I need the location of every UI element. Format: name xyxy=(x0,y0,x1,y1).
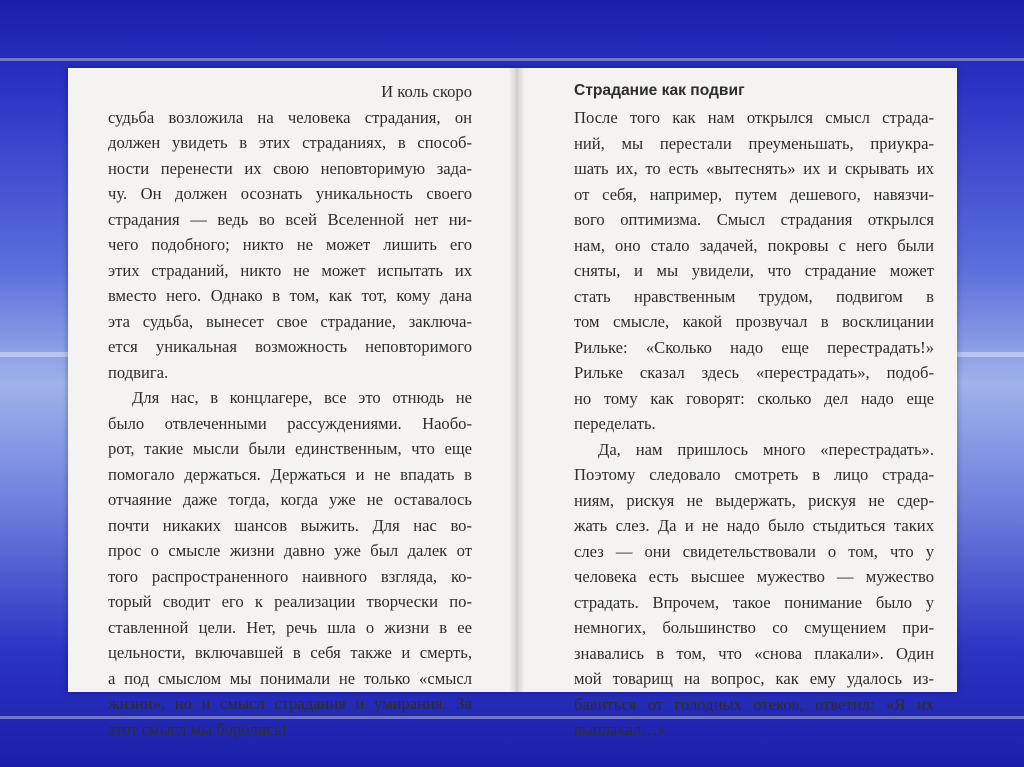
text-line: этот смысл мы боролись! xyxy=(108,719,287,739)
text-line: сняты, и мы увидели, что страдание может xyxy=(574,261,934,280)
text-line: а под смыслом мы понимали не только «смысл xyxy=(108,668,472,688)
text-line: вместо него. Однако в том, как тот, кому дана xyxy=(108,286,472,305)
text-line: судьба возложила на человека страдания, он xyxy=(108,107,472,127)
text-line: подвига. xyxy=(108,362,169,382)
text-line: страдать. Впрочем, такое понимание было у xyxy=(574,592,934,612)
right-page xyxy=(574,68,934,739)
text-line: цельности, включавшей в себя также и смерть, xyxy=(108,643,472,662)
text-line: Рильке сказал здесь «перестрадать», подоб- xyxy=(574,363,934,382)
text-line: знавались в том, что «снова плакали». Один xyxy=(574,643,934,663)
right-page-text xyxy=(574,105,934,743)
text-line: жизни», но и смысл страдания и умирания. За xyxy=(108,694,472,713)
text-line: Поэтому следовало смотреть в лицо страда- xyxy=(574,465,934,484)
text-line: ставленной цели. Нет, речь шла о жизни в ее xyxy=(108,617,472,637)
text-line: Рильке: «Сколько надо еще перестрадать!» xyxy=(574,337,934,357)
text-line: прос о смысле жизни давно уже был далек от xyxy=(108,541,472,560)
open-book xyxy=(68,68,957,739)
text-line: было отвлеченными рассуждениями. Наобо- xyxy=(108,413,472,433)
text-line: этих страданий, никто не может испытать их xyxy=(108,260,472,280)
text-line: чу. Он должен осознать уникальность своего xyxy=(108,184,472,203)
text-line: Да, нам пришлось много «перестрадать». xyxy=(598,439,934,459)
text-line: ний, мы перестали преуменьшать, приукра- xyxy=(574,133,934,153)
text-line: от себя, например, путем дешевого, навязчи- xyxy=(574,184,934,204)
text-line: почти никаких шансов выжить. Для нас во- xyxy=(108,515,472,535)
text-line: том смысле, какой прозвучал в восклицании xyxy=(574,312,934,331)
text-line: выплакал…» xyxy=(574,720,667,739)
text-line: но тому как говорят: сколько дел надо еще xyxy=(574,388,934,408)
left-page-text xyxy=(108,68,472,742)
text-line: эта судьба, вынесет свое страдание, заключа- xyxy=(108,311,472,331)
text-line: человека есть высшее мужество — мужество xyxy=(574,567,934,586)
text-line: стать нравственным трудом, подвигом в xyxy=(574,286,934,306)
text-line: помогало держаться. Держаться и не впадать в xyxy=(108,464,472,484)
text-line: После того как нам открылся смысл страда- xyxy=(574,108,934,127)
text-line: жать слез. Да и не надо было стыдиться таких xyxy=(574,516,934,535)
left-page xyxy=(108,68,472,739)
text-line: слез — они свидетельствовали о том, что у xyxy=(574,541,934,561)
text-line: рот, такие мысли были единственным, что еще xyxy=(108,439,472,458)
background-streak xyxy=(0,58,1024,61)
text-line: торый сводит его к реализации творчески по- xyxy=(108,592,472,611)
text-line: Для нас, в концлагере, все это отнюдь не xyxy=(132,388,472,407)
text-line: чего подобного; никто не может лишить его xyxy=(108,235,472,254)
text-line: вого оптимизма. Смысл страдания открылся xyxy=(574,210,934,229)
text-line: ниям, рискуя не выдержать, рискуя не сдер- xyxy=(574,490,934,510)
text-line: И коль скоро xyxy=(381,82,472,101)
text-line: бавиться от голодных отеков, ответил: «Я их xyxy=(574,694,934,714)
text-line: мой товарищ на вопрос, как ему удалось из- xyxy=(574,669,934,688)
section-heading: Страдание как подвиг xyxy=(574,82,745,99)
text-line: того распространенного наивного взгляда, ко- xyxy=(108,566,472,586)
text-line: страдания — ведь во всей Вселенной нет ни- xyxy=(108,209,472,229)
text-line: переделать. xyxy=(574,414,656,433)
text-line: немногих, большинство со смущением при- xyxy=(574,618,934,637)
text-line: должен увидеть в этих страданиях, в способ- xyxy=(108,133,472,152)
text-line: отчаяние даже тогда, когда уже не оставалось xyxy=(108,490,472,509)
text-line: ности перенести их свою неповторимую зада- xyxy=(108,158,472,178)
book-gutter xyxy=(509,68,525,692)
text-line: нам, оно стало задачей, покровы с него были xyxy=(574,235,934,255)
text-line: шать их, то есть «вытеснять» их и скрывать их xyxy=(574,159,934,178)
text-line: ется уникальная возможность неповторимого xyxy=(108,337,472,356)
